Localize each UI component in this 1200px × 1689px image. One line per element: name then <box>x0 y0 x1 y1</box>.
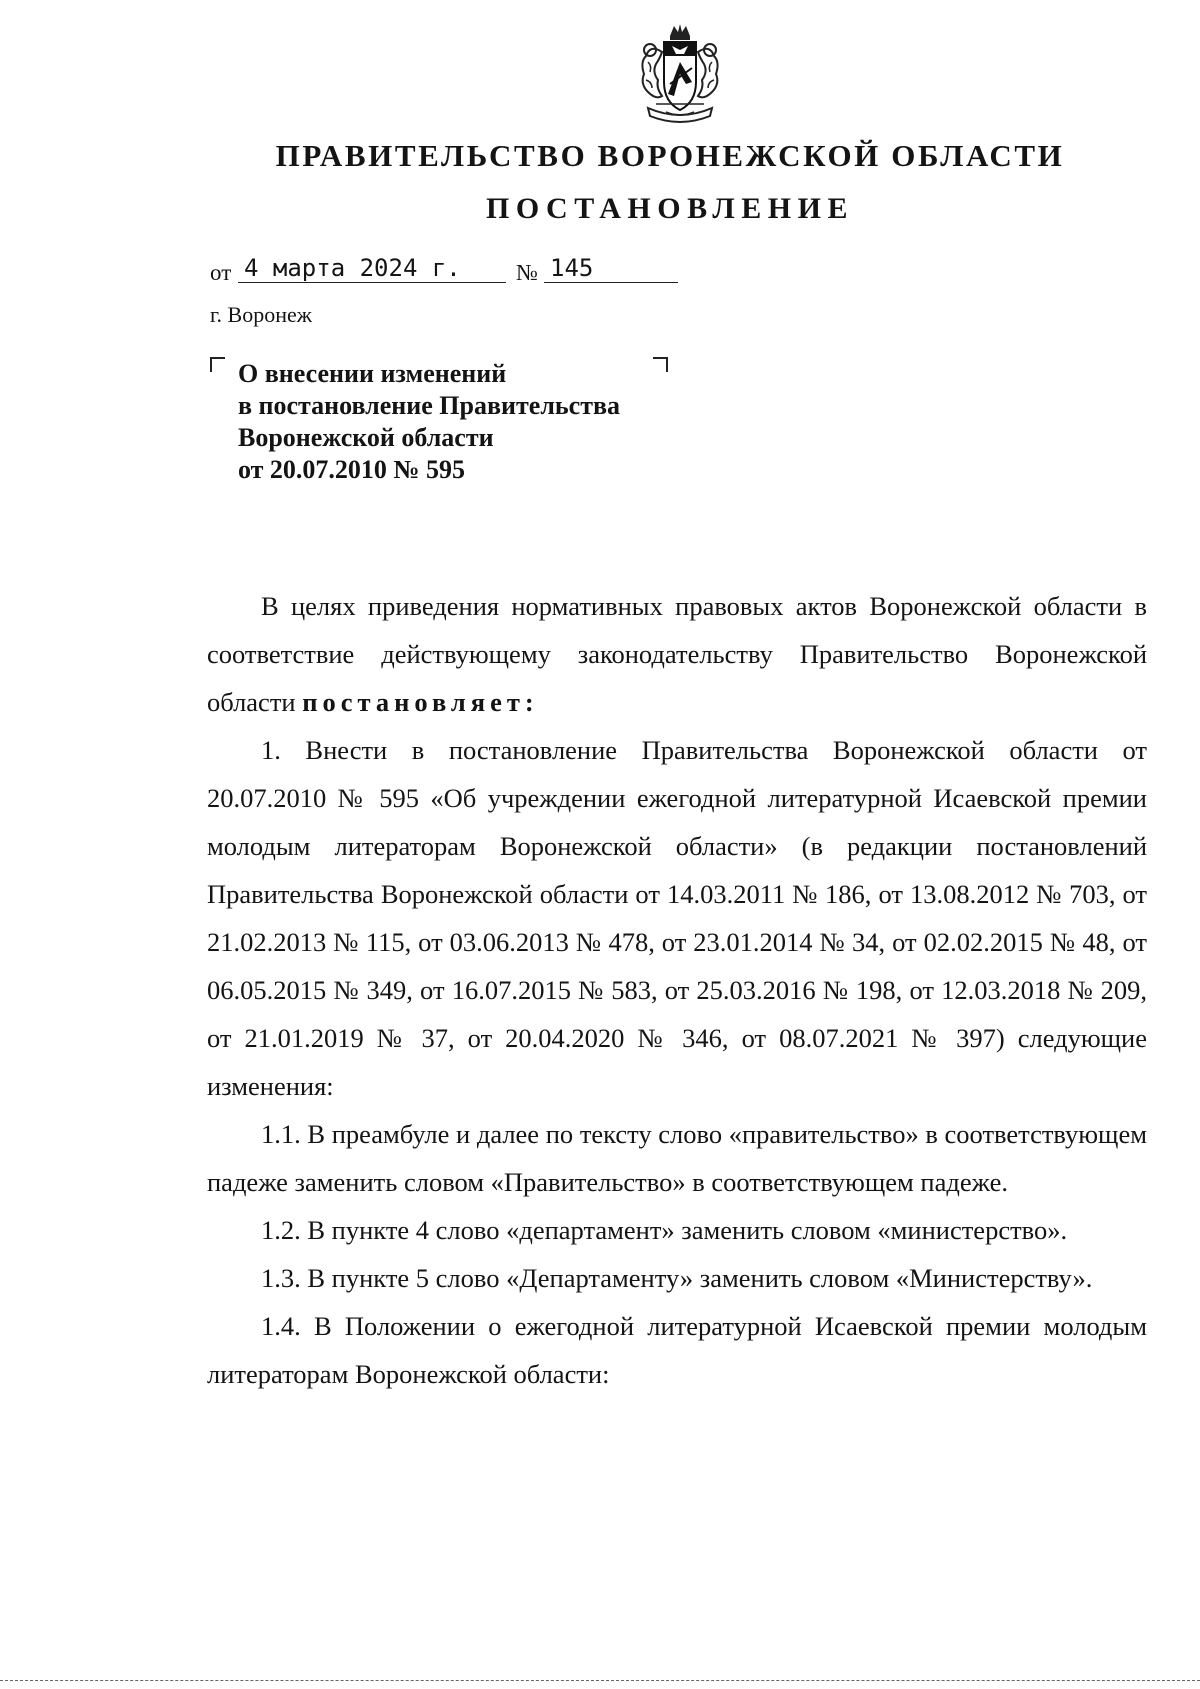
subject-line: в постановление Правительства <box>238 391 621 420</box>
item-1-2-paragraph: 1.2. В пункте 4 слово «департамент» заменить словом «министерство». <box>261 1215 1068 1245</box>
document-body <box>207 582 1147 1398</box>
date-label: от <box>210 260 232 285</box>
subject-line: О внесении изменений <box>238 359 507 388</box>
voronezh-coat-of-arms-icon <box>626 22 734 128</box>
preamble-paragraph <box>207 582 1147 726</box>
item-1-1-paragraph: 1.1. В преамбуле и далее по тексту слово «правительство» в соответствующем падеже заменить словом «Правительство» в соответствующем падеже. <box>207 1119 1147 1197</box>
city-label: г. Воронеж <box>210 302 312 327</box>
number-value: 145 <box>544 254 678 283</box>
coat-of-arms-emblem <box>626 22 734 128</box>
document-type-title: ПОСТАНОВЛЕНИЕ <box>486 192 854 225</box>
document-subject <box>238 358 620 486</box>
preamble-text: В целях приведения нормативных правовых актов Воронежской области в соответствие действующему законодательству Правительство Воронежской области <box>207 591 1147 717</box>
date-value: 4 марта 2024 г. <box>238 254 506 283</box>
subject-corner-right <box>653 357 668 372</box>
date-number-line <box>210 252 710 286</box>
subject-line: от 20.07.2010 № 595 <box>238 455 466 484</box>
number-label: № <box>516 260 538 285</box>
subject-line: Воронежской области <box>238 423 494 452</box>
item-1-paragraph: 1. Внести в постановление Правительства Воронежской области от 20.07.2010 № 595 «Об учреждении ежегодной литературной Исаевской премии молодым литераторам Воронежской области» (в редакции постановлений Правительства Воронежской области от 14.03.2011 № 186, от 13.08.2012 № 703, от 21.02.2013 № 115, от 03.06.2013 № 478, от 23.01.2014 № 34, от 02.02.2015 № 48, от 06.05.2015 № 349, от 16.07.2015 № 583, от 25.03.2016 № 198, от 12.03.2018 № 209, от 21.01.2019 № 37, от 20.04.2020 № 346, от 08.07.2021 № 397) следующие изменения: <box>207 735 1147 1101</box>
resolves-keyword: постановляет: <box>302 687 539 717</box>
item-1-4-paragraph: 1.4. В Положении о ежегодной литературной Исаевской премии молодым литераторам Воронежской области: <box>207 1311 1147 1389</box>
subject-corner-left <box>210 357 225 372</box>
government-title: ПРАВИТЕЛЬСТВО ВОРОНЕЖСКОЙ ОБЛАСТИ <box>275 138 1065 173</box>
page-bottom-edge <box>0 1680 1200 1681</box>
item-1-3-paragraph: 1.3. В пункте 5 слово «Департаменту» заменить словом «Министерству». <box>261 1263 1093 1293</box>
